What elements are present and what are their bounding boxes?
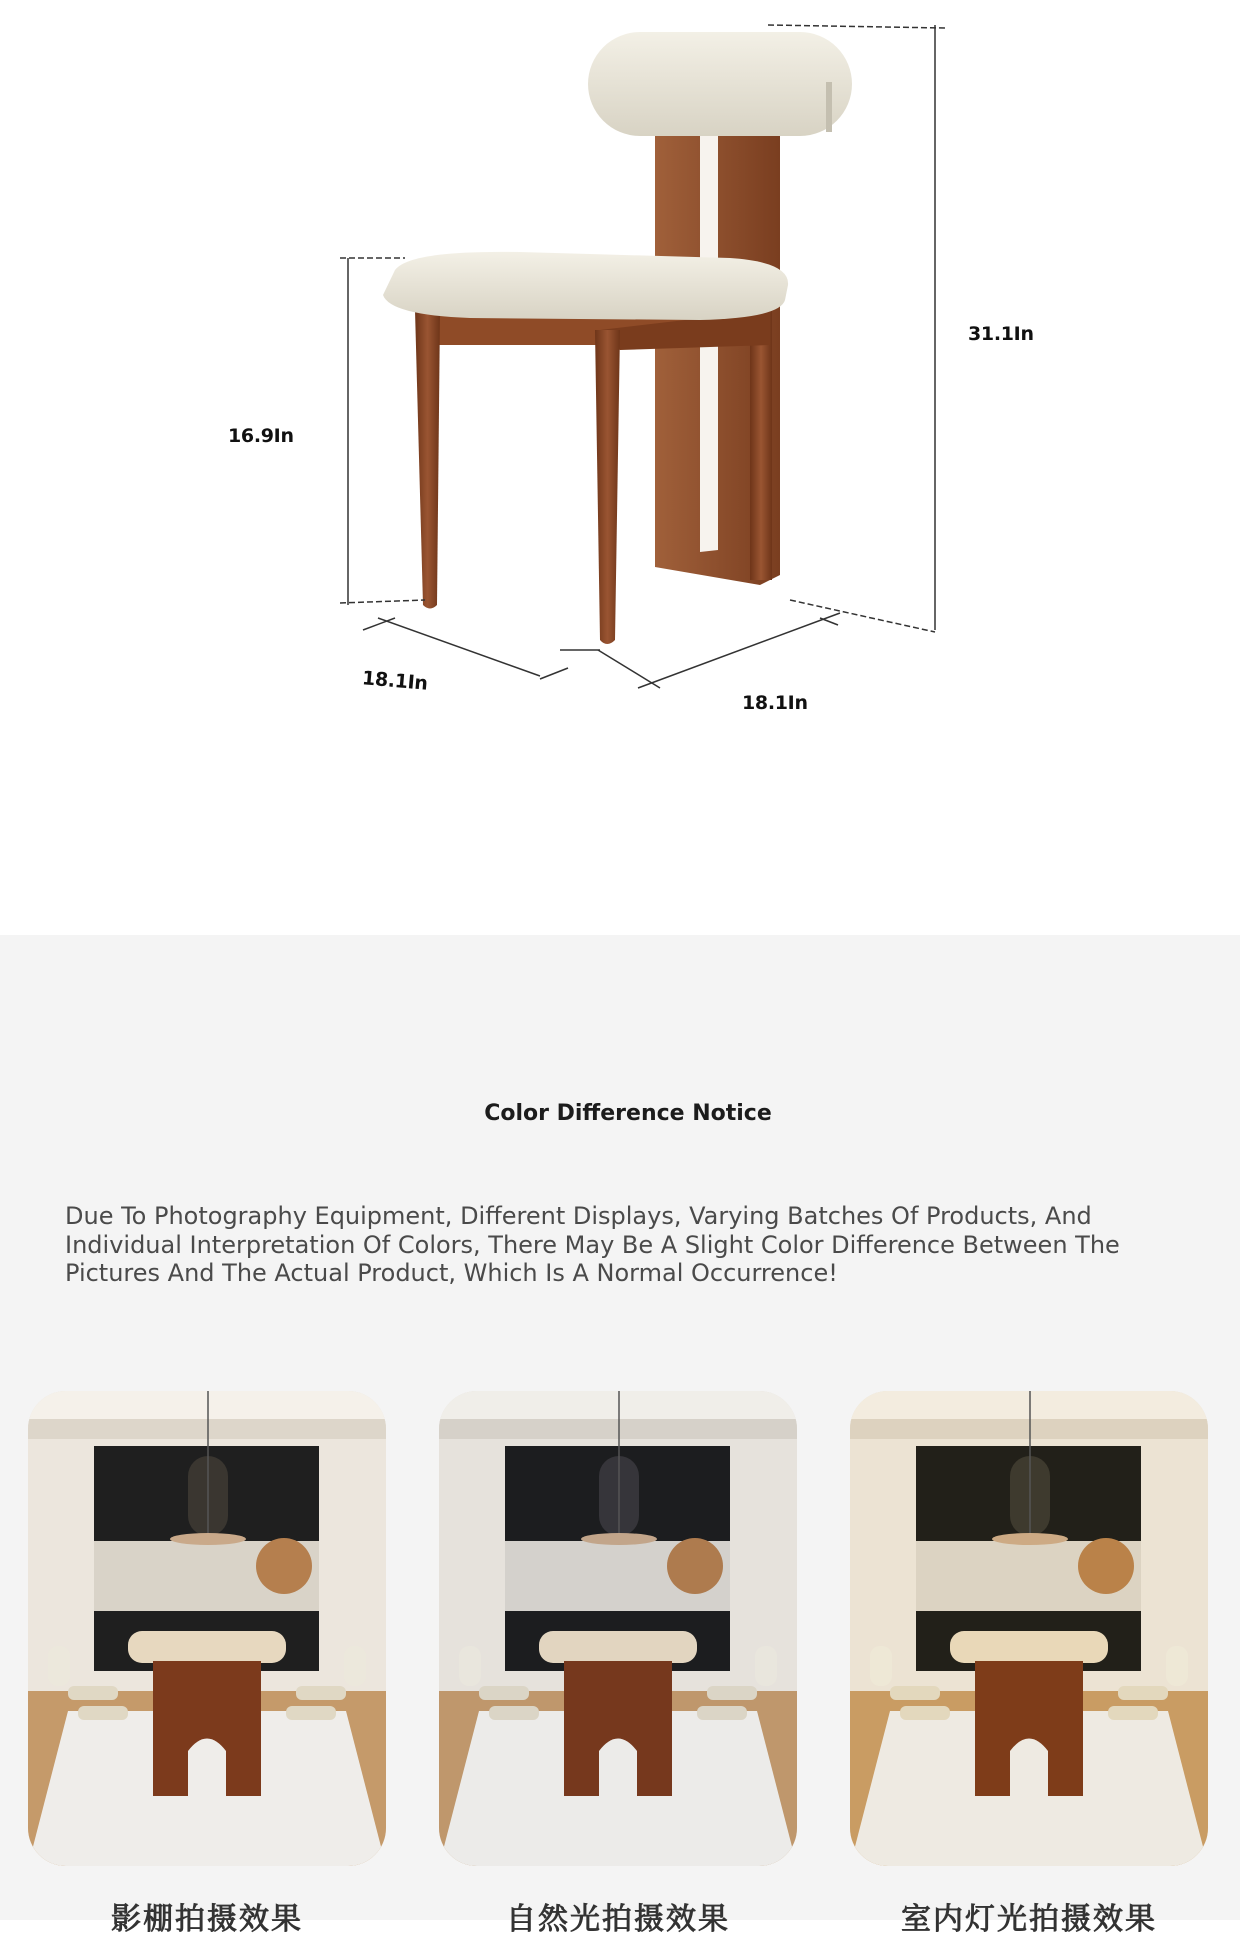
width-label: 18.1In (742, 692, 808, 714)
dining-room-image (439, 1391, 797, 1866)
photo-caption-studio: 影棚拍摄效果 (111, 1902, 303, 1937)
chair-illustration (0, 0, 1240, 935)
dining-room-image (850, 1391, 1208, 1866)
notice-title: Color Difference Notice (484, 1101, 772, 1126)
dining-room-image (28, 1391, 386, 1866)
notice-body: Due To Photography Equipment, Different Displays, Varying Batches Of Products, And Individual Interpretation Of Colors, There May Be A Slight Color Difference Between The Pictures And The Actual Product, Which Is A Normal Occurrence! (65, 1202, 1120, 1287)
chair-seat-cushion (383, 252, 788, 320)
photo-caption-indoor: 室内灯光拍摄效果 (901, 1902, 1157, 1937)
dimension-diagram (0, 0, 1240, 935)
photo-natural-light (439, 1391, 797, 1866)
photo-indoor-light (850, 1391, 1208, 1866)
height-label: 31.1In (968, 323, 1034, 345)
photo-studio (28, 1391, 386, 1866)
seat-height-label: 16.9In (228, 425, 294, 447)
depth-label: 18.1In (361, 667, 429, 695)
chair-front-left-leg (415, 310, 440, 609)
chair-backrest-roll (588, 32, 852, 136)
photo-caption-natural: 自然光拍摄效果 (506, 1902, 730, 1937)
chair-front-right-leg (595, 330, 620, 644)
